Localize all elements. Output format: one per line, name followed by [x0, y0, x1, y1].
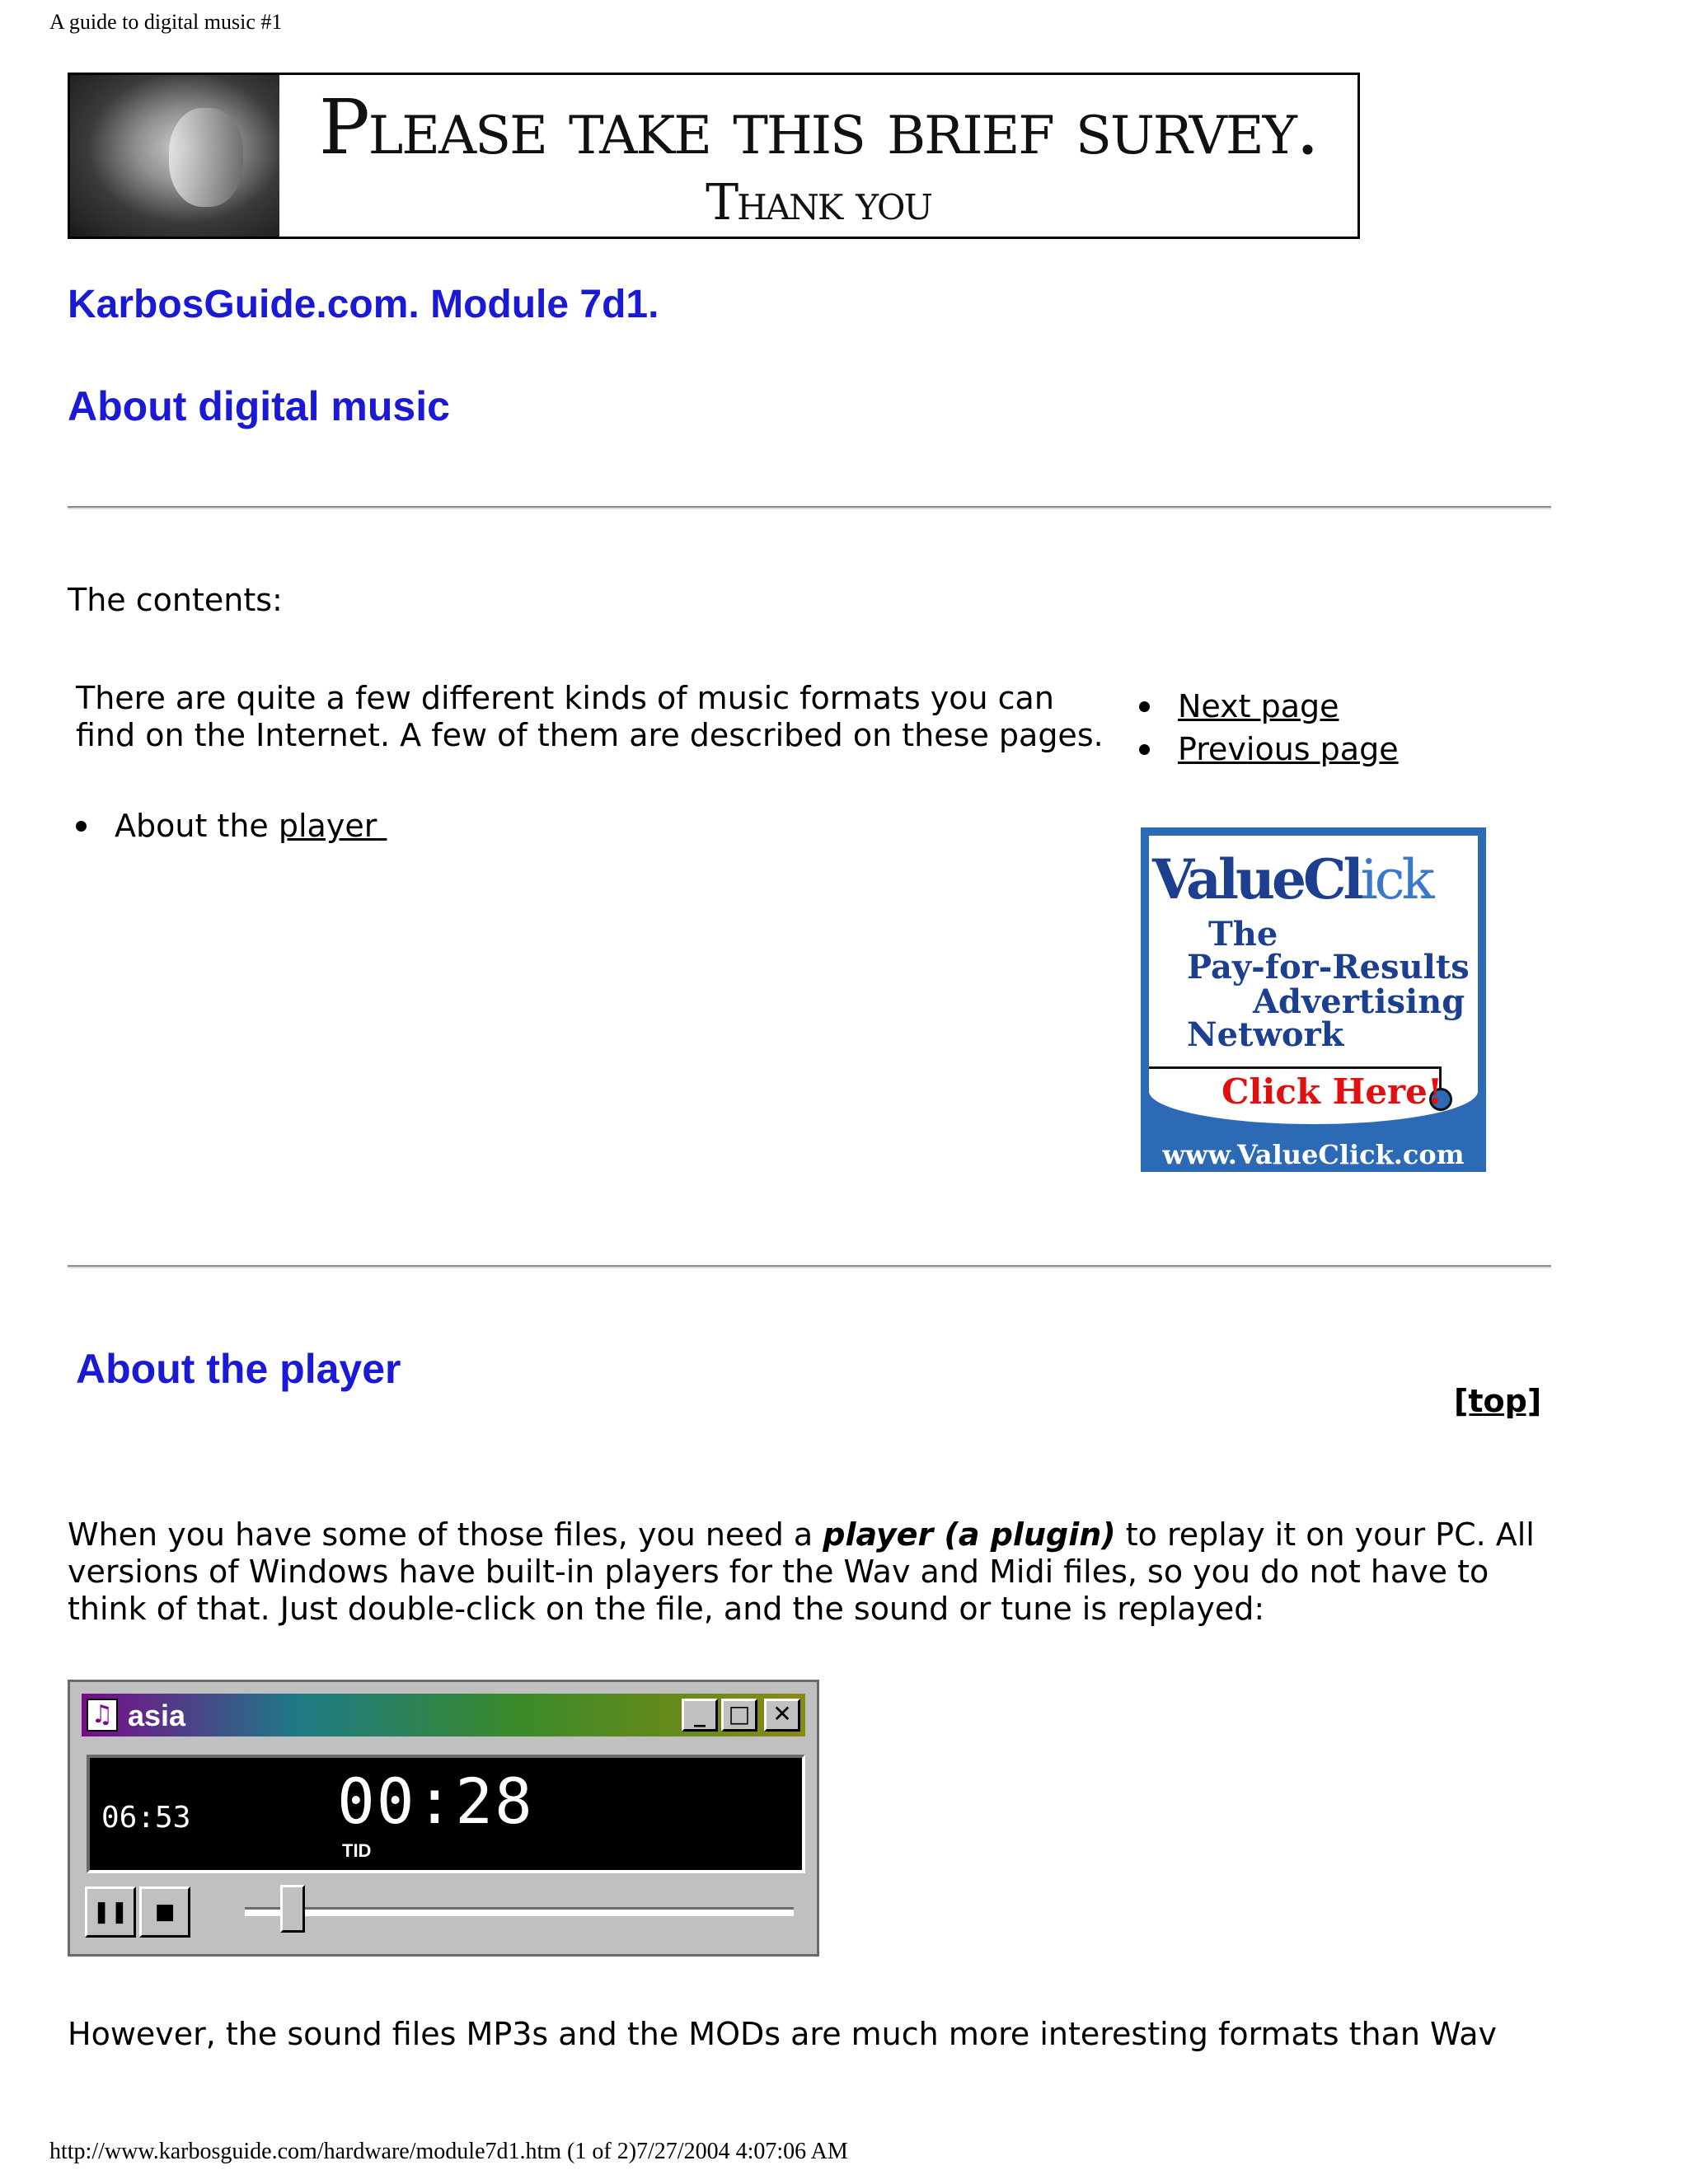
ad-panel [1149, 836, 1478, 1124]
page-subtitle: About digital music [68, 383, 450, 429]
page-title: KarbosGuide.com. Module 7d1. [68, 283, 659, 326]
seek-thumb[interactable] [280, 1885, 305, 1933]
divider [68, 1265, 1551, 1268]
player-display [87, 1755, 805, 1873]
player-title: asia [128, 1699, 186, 1732]
player-titlebar [82, 1694, 805, 1736]
ad-line: Advertising [1253, 982, 1465, 1021]
bullet-icon [1139, 701, 1150, 712]
banner-thanks: Thank you [706, 174, 931, 232]
music-note-icon: ♫ [87, 1699, 118, 1732]
formats-paragraph: However, the sound files MP3s and the MODs are much more interesting formats than Wav [68, 2016, 1497, 2052]
next-page-link[interactable]: Next page [1178, 688, 1339, 724]
ad-line: The [1208, 915, 1278, 954]
nav-item [1139, 688, 1399, 725]
section-heading-player: About the player [76, 1346, 401, 1392]
contents-label: The contents: [68, 582, 283, 618]
intro-text: There are quite a few different kinds of music formats you can find on the Internet. A few of them are described on these pages. [76, 680, 1104, 753]
ad-line: Network [1187, 1015, 1344, 1054]
bullet-icon [1139, 744, 1150, 755]
valueclick-logo: ValueClick [1152, 847, 1432, 912]
survey-banner-ad[interactable] [68, 73, 1360, 239]
ad-line: Pay-for-Results [1187, 948, 1470, 987]
divider [68, 506, 1551, 509]
toc-item-prefix: About the [115, 808, 279, 844]
player-paragraph: When you have some of those files, you need a player (a plugin) to replay it on your PC. All versions of Windows have built-in players for the Wav and Midi files, so you do not have to think of that. Just double-click on the file, and the sound or tune is replayed: [68, 1516, 1535, 1627]
total-time: 06:53 [101, 1801, 191, 1835]
time-label: TID [342, 1840, 372, 1861]
media-player-window [68, 1680, 819, 1957]
current-time: 00:28 [337, 1765, 534, 1838]
valueclick-ad[interactable] [1141, 827, 1486, 1172]
maximize-icon[interactable]: □ [721, 1699, 757, 1732]
statue-face-image [70, 75, 279, 237]
ad-url: www.ValueClick.com [1162, 1139, 1465, 1170]
nav-item [1139, 731, 1399, 768]
print-header: A guide to digital music #1 [49, 10, 283, 34]
toc-item [76, 808, 387, 845]
pause-icon[interactable]: ❚❚ [85, 1886, 136, 1938]
toc-link-player[interactable]: player [278, 808, 377, 844]
print-footer: http://www.karbosguide.com/hardware/module7d1.htm (1 of 2)7/27/2004 4:07:06 AM [49, 2139, 848, 2164]
previous-page-link[interactable]: Previous page [1178, 731, 1399, 767]
top-link[interactable]: [top] [1454, 1383, 1542, 1419]
banner-headline: Please take this brief survey. [318, 83, 1319, 171]
seek-track[interactable] [245, 1907, 794, 1916]
ad-cta[interactable]: Click Here! [1221, 1071, 1443, 1112]
player-term: player (a plugin) [823, 1516, 1116, 1553]
stop-icon[interactable]: ■ [139, 1886, 190, 1938]
bullet-icon [76, 821, 87, 832]
page-nav [1139, 688, 1399, 774]
close-icon[interactable]: ✕ [764, 1699, 800, 1732]
minimize-icon[interactable]: _ [682, 1699, 718, 1732]
